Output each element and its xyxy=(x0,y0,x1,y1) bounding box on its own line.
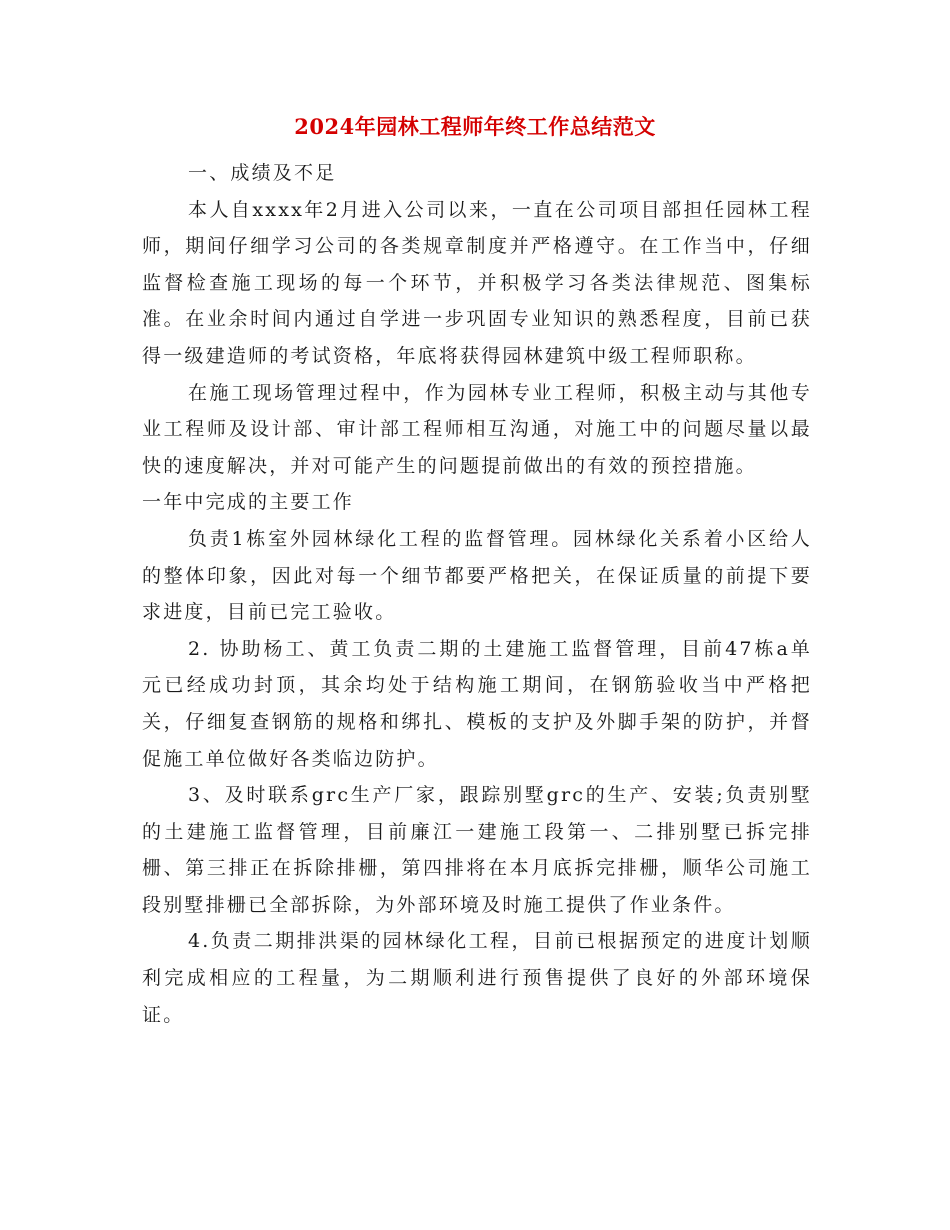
paragraph-work-item-4: 4.负责二期排洪渠的园林绿化工程，目前已根据预定的进度计划顺利完成相应的工程量，为二期顺利进行预售提供了良好的外部环境保证。 xyxy=(142,930,812,1026)
section-heading-achievements: 一、成绩及不足 xyxy=(188,162,337,184)
paragraph-work-item-2: 2. 协助杨工、黄工负责二期的土建施工监督管理，目前47栋a单元已经成功封顶，其余均处于结构施工期间，在钢筋验收当中严格把关，仔细复查钢筋的规格和绑扎、模板的支护及外脚手架的防护，并督促施工单位做好各类临边防护。 xyxy=(142,637,812,770)
document-title: 2024年园林工程师年终工作总结范文 xyxy=(294,114,656,139)
paragraph-work-item-3: 3、及时联系grc生产厂家，跟踪别墅grc的生产、安装;负责别墅的土建施工监督管理，目前廉江一建施工段第一、二排别墅已拆完排栅、第三排正在拆除排栅，第四排将在本月底拆完排栅，顺华公司施工段别墅排栅已全部拆除，为外部环境及时施工提供了作业条件。 xyxy=(142,784,812,916)
section-heading-main-work: 一年中完成的主要工作 xyxy=(142,491,355,514)
paragraph-work-item-1: 负责1栋室外园林绿化工程的监督管理。园林绿化关系着小区给人的整体印象，因此对每一个细节都要严格把关，在保证质量的前提下要求进度，目前已完工验收。 xyxy=(142,527,812,624)
paragraph-introduction: 本人自xxxx年2月进入公司以来，一直在公司项目部担任园林工程师，期间仔细学习公司的各类规章制度并严格遵守。在工作当中，仔细监督检查施工现场的每一个环节，并积极学习各类法律规范、图集标准。在业余时间内通过自学进一步巩固专业知识的熟悉程度，目前已获得一级建造师的考试资格，年底将获得园林建筑中级工程师职称。 xyxy=(142,198,812,367)
document-body xyxy=(142,155,812,1033)
paragraph-site-management: 在施工现场管理过程中，作为园林专业工程师，积极主动与其他专业工程师及设计部、审计部工程师相互沟通，对施工中的问题尽量以最快的速度解决，并对可能产生的问题提前做出的有效的预控措施。 xyxy=(142,381,812,477)
